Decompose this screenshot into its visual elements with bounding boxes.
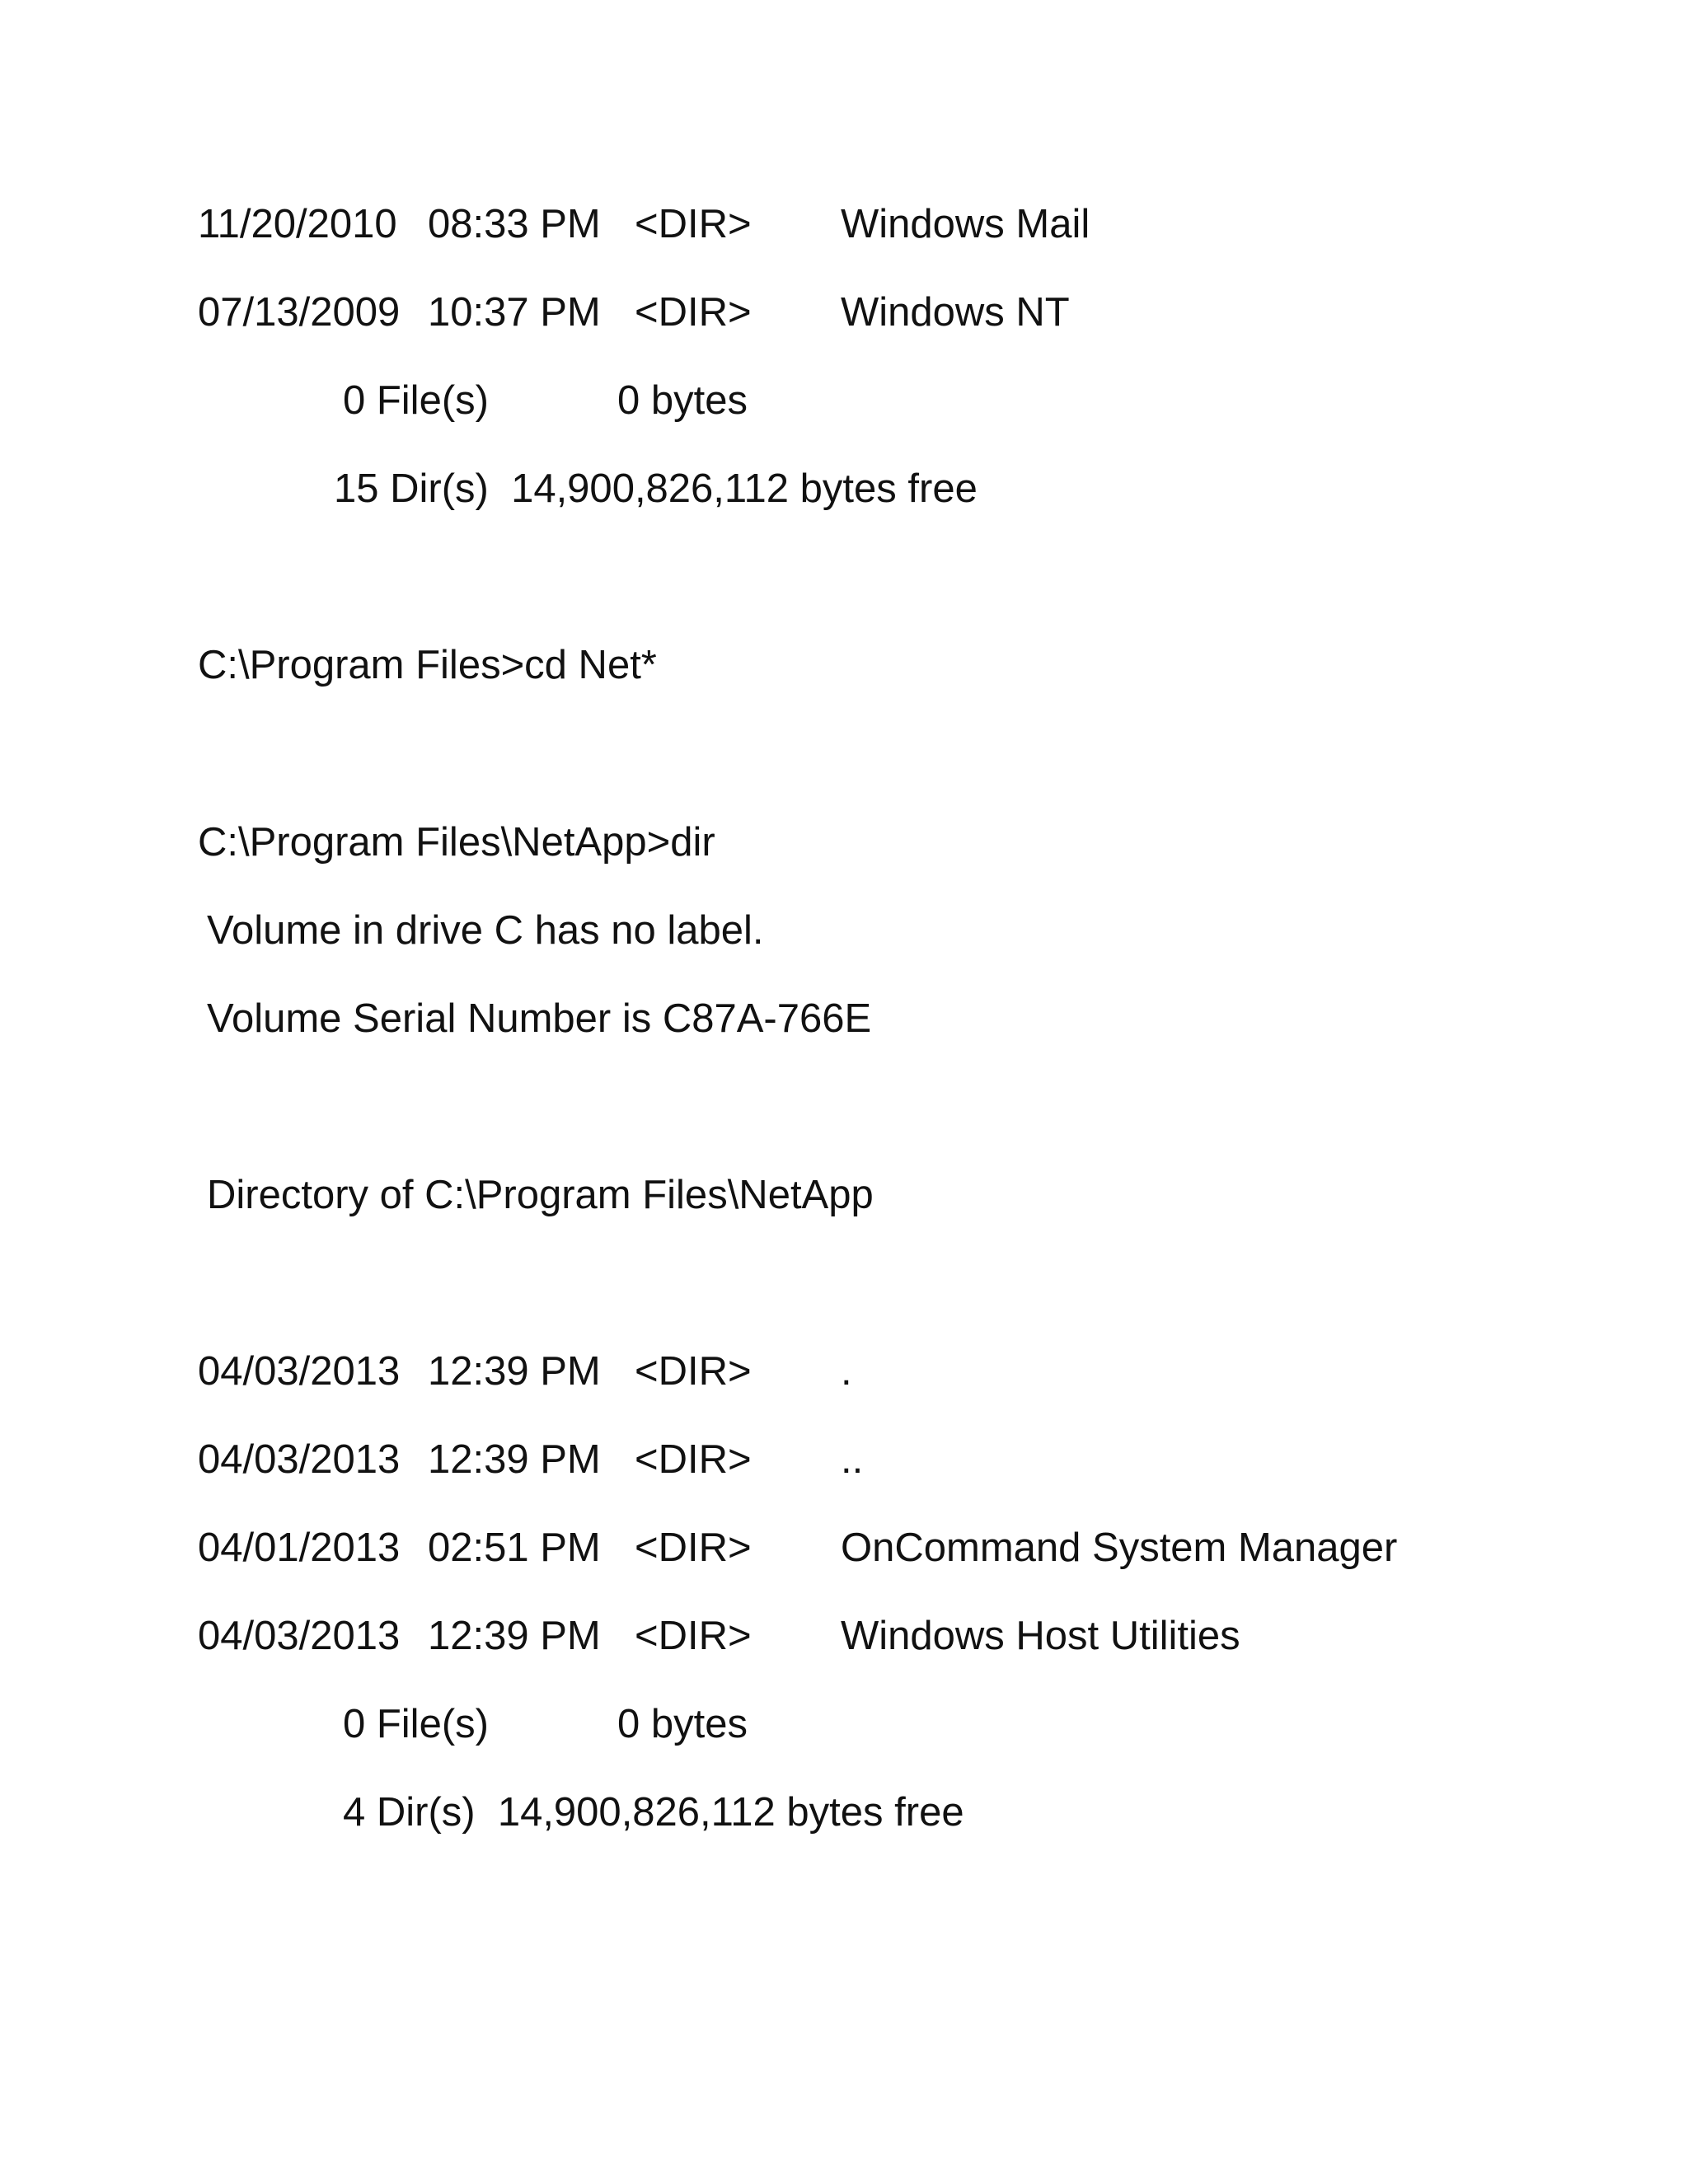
entry-type: <DIR> bbox=[635, 1349, 752, 1394]
entry-date: 11/20/2010 bbox=[198, 202, 397, 246]
dirs-summary bbox=[0, 1779, 1688, 1845]
files-summary bbox=[0, 1691, 1688, 1757]
files-count: 0 File(s) bbox=[343, 378, 489, 423]
files-bytes: 0 bytes bbox=[617, 378, 748, 423]
dir-entry bbox=[0, 1338, 1688, 1404]
entry-time: 08:33 PM bbox=[428, 202, 601, 246]
files-summary bbox=[0, 368, 1688, 434]
dir-entry bbox=[0, 1515, 1688, 1581]
entry-date: 04/03/2013 bbox=[198, 1614, 401, 1658]
command-text: C:\Program Files\NetApp>dir bbox=[198, 820, 715, 865]
entry-time: 10:37 PM bbox=[428, 290, 601, 335]
volume-label-line bbox=[0, 898, 1688, 963]
entry-type: <DIR> bbox=[635, 1614, 752, 1658]
directory-of-line bbox=[0, 1162, 1688, 1228]
entry-name: Windows Mail bbox=[841, 202, 1090, 246]
dir-entry bbox=[0, 191, 1688, 257]
command-text: C:\Program Files>cd Net* bbox=[198, 643, 657, 687]
entry-date: 04/03/2013 bbox=[198, 1437, 401, 1482]
entry-date: 04/01/2013 bbox=[198, 1526, 401, 1570]
entry-name: . bbox=[841, 1349, 852, 1394]
entry-date: 07/13/2009 bbox=[198, 290, 401, 335]
dirs-free: 4 Dir(s) 14,900,826,112 bytes free bbox=[343, 1790, 964, 1835]
files-bytes: 0 bytes bbox=[617, 1702, 748, 1746]
command-line bbox=[0, 632, 1688, 698]
entry-type: <DIR> bbox=[635, 1437, 752, 1482]
entry-name: .. bbox=[841, 1437, 864, 1482]
entry-name: Windows Host Utilities bbox=[841, 1614, 1240, 1658]
entry-name: OnCommand System Manager bbox=[841, 1526, 1398, 1570]
entry-type: <DIR> bbox=[635, 290, 752, 335]
dir-entry bbox=[0, 1427, 1688, 1493]
entry-type: <DIR> bbox=[635, 202, 752, 246]
volume-serial: Volume Serial Number is C87A-766E bbox=[207, 996, 872, 1041]
dir-entry bbox=[0, 1603, 1688, 1669]
entry-type: <DIR> bbox=[635, 1526, 752, 1570]
command-line bbox=[0, 809, 1688, 875]
dir-entry bbox=[0, 279, 1688, 345]
volume-label: Volume in drive C has no label. bbox=[207, 908, 764, 953]
files-count: 0 File(s) bbox=[343, 1702, 489, 1746]
entry-time: 12:39 PM bbox=[428, 1614, 601, 1658]
volume-serial-line bbox=[0, 986, 1688, 1052]
entry-time: 12:39 PM bbox=[428, 1437, 601, 1482]
dirs-free: 15 Dir(s) 14,900,826,112 bytes free bbox=[334, 466, 978, 511]
entry-time: 02:51 PM bbox=[428, 1526, 601, 1570]
entry-name: Windows NT bbox=[841, 290, 1070, 335]
dirs-summary bbox=[0, 456, 1688, 522]
entry-time: 12:39 PM bbox=[428, 1349, 601, 1394]
directory-of: Directory of C:\Program Files\NetApp bbox=[207, 1173, 874, 1217]
entry-date: 04/03/2013 bbox=[198, 1349, 401, 1394]
